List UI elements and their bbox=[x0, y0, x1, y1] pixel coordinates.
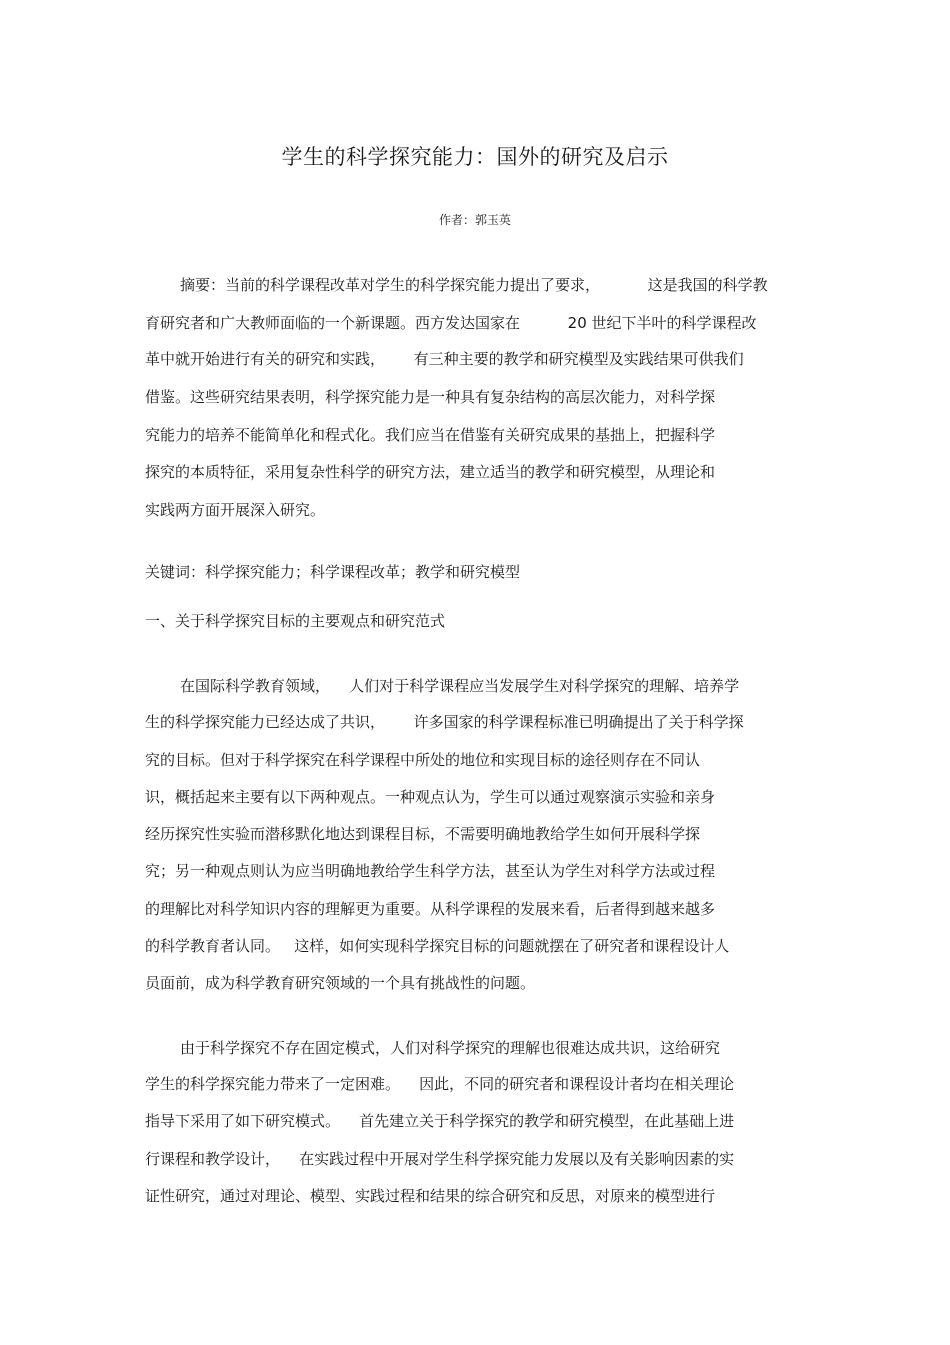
document-title: 学生的科学探究能力：国外的研究及启示 bbox=[281, 145, 669, 169]
paragraph-line: 指导下采用了如下研究模式。 首先建立关于科学探究的教学和研究模型，在此基础上进 bbox=[145, 1112, 735, 1130]
paragraph-line: 在国际科学教育领域， 人们对于科学课程应当发展学生对科学探究的理解、培养学 bbox=[180, 677, 740, 695]
paragraph-line: 的科学教育者认同。 这样，如何实现科学探究目标的问题就摆在了研究者和课程设计人 bbox=[145, 937, 730, 955]
abstract-line: 摘要：当前的科学课程改革对学生的科学探究能力提出了要求， 这是我国的科学教 bbox=[180, 276, 768, 294]
paragraph-line: 究的目标。但对于科学探究在科学课程中所处的地位和实现目标的途径则存在不同认 bbox=[145, 751, 701, 769]
paragraph-line: 经历探究性实验而潜移默化地达到课程目标，不需要明确地教给学生如何开展科学探 bbox=[145, 825, 701, 843]
abstract-line: 究能力的培养不能简单化和程式化。我们应当在借鉴有关研究成果的基拙上，把握科学 bbox=[145, 426, 716, 444]
abstract-line: 革中就开始进行有关的研究和实践， 有三种主要的教学和研究模型及实践结果可供我们 bbox=[145, 350, 744, 368]
paragraph-line: 识，概括起来主要有以下两种观点。一种观点认为，学生可以通过观察演示实验和亲身 bbox=[145, 788, 716, 806]
paragraph-line: 究；另一种观点则认为应当明确地教给学生科学方法，甚至认为学生对科学方法或过程 bbox=[145, 862, 716, 880]
section-heading: 一、关于科学探究目标的主要观点和研究范式 bbox=[145, 612, 446, 630]
keywords-line: 关键词：科学探究能力；科学课程改革；教学和研究模型 bbox=[145, 563, 521, 581]
paragraph-line: 行课程和教学设计， 在实践过程中开展对学生科学探究能力发展以及有关影响因素的实 bbox=[145, 1150, 735, 1168]
paragraph-line: 员面前，成为科学教育研究领域的一个具有挑战性的问题。 bbox=[145, 974, 536, 992]
paragraph-line: 的理解比对科学知识内容的理解更为重要。从科学课程的发展来看，后者得到越来越多 bbox=[145, 900, 716, 918]
abstract-line: 育研究者和广大教师面临的一个新课题。西方发达国家在 20 世纪下半叶的科学课程改 bbox=[145, 314, 757, 332]
abstract-line: 实践两方面开展深入研究。 bbox=[145, 501, 326, 519]
author-line: 作者：郭玉英 bbox=[438, 213, 511, 227]
paragraph-line: 证性研究，通过对理论、模型、实践过程和结果的综合研究和反思，对原来的模型进行 bbox=[145, 1187, 716, 1205]
paragraph-line: 生的科学探究能力已经达成了共识， 许多国家的科学课程标准已明确提出了关于科学探 bbox=[145, 713, 744, 731]
paragraph-line: 学生的科学探究能力带来了一定困难。 因此，不同的研究者和课程设计者均在相关理论 bbox=[145, 1075, 735, 1093]
abstract-line: 探究的本质特征，采用复杂性科学的研究方法，建立适当的教学和研究模型，从理论和 bbox=[145, 463, 716, 481]
abstract-line: 借鉴。这些研究结果表明，科学探究能力是一种具有复杂结构的高层次能力，对科学探 bbox=[145, 388, 716, 406]
paragraph-line: 由于科学探究不存在固定模式，人们对科学探究的理解也很难达成共识，这给研究 bbox=[180, 1039, 721, 1057]
